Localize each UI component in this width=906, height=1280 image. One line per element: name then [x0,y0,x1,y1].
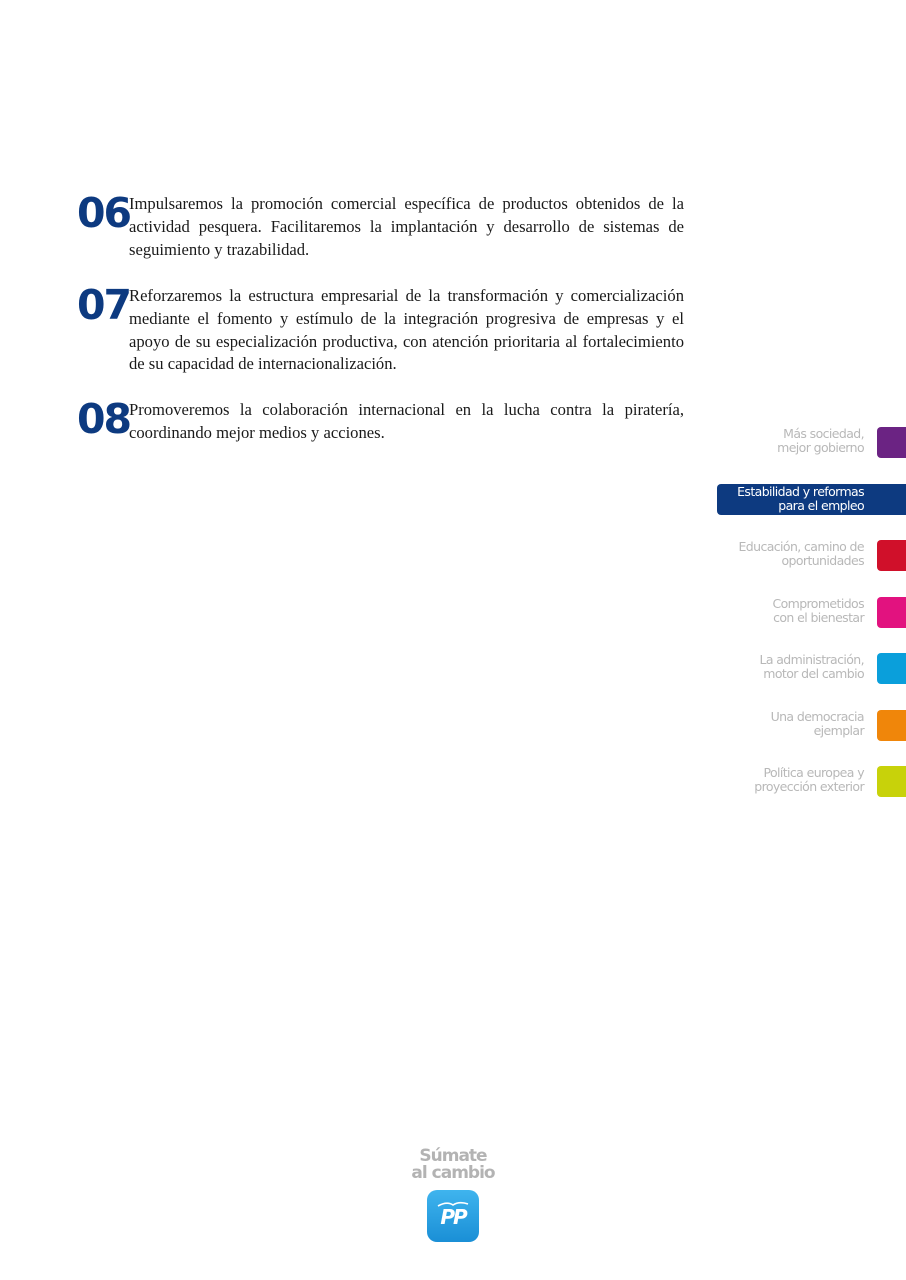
nav-item-administracion[interactable] [706,653,906,685]
nav-item-educacion[interactable] [706,540,906,572]
measure-number: 07 [77,281,131,329]
nav-item-label: Una democracia ejemplar [770,709,864,738]
nav-item-label: Comprometidos con el bienestar [772,596,864,625]
nav-item-label: Más sociedad, mejor gobierno [777,426,864,455]
color-tab-icon [877,597,906,628]
nav-item-estabilidad[interactable] [706,484,906,516]
measure-text: Impulsaremos la promoción comercial específica de productos obtenidos de la actividad pesquera. Facilitaremos la implantación y desarrollo de sistemas de seguimiento y trazabilidad. [129,194,684,259]
nav-item-label: Estabilidad y reformas para el empleo [737,484,864,513]
nav-item-label: Educación, camino de oportunidades [738,539,864,568]
footer-branding [403,1148,503,1242]
nav-item-comprometidos[interactable] [706,597,906,629]
color-tab-icon [877,766,906,797]
color-tab-icon [877,710,906,741]
pp-logo-icon [427,1190,479,1242]
measure-text: Reforzaremos la estructura empresarial de la transformación y comercialización mediante el fomento y estímulo de la integración progresiva de empresas y el apoyo de su especialización productiva, con atención prioritaria al fortalecimiento de su capacidad de internacionalización. [129,286,684,374]
nav-item-label: La administración, motor del cambio [759,652,864,681]
color-tab-icon [877,427,906,458]
logo-text: PP [440,1205,466,1229]
slogan: Súmate al cambio [411,1146,495,1183]
nav-item-democracia[interactable] [706,710,906,742]
measure-text: Promoveremos la colaboración internacional en la lucha contra la piratería, coordinando mejor medios y acciones. [129,400,684,442]
color-tab-icon [877,653,906,684]
measure-number: 06 [77,189,131,237]
measure-number: 08 [77,395,131,443]
color-tab-icon [877,540,906,571]
nav-item-politica-europea[interactable] [706,766,906,798]
nav-item-label: Política europea y proyección exterior [754,765,864,794]
nav-item-mas-sociedad[interactable] [706,427,906,459]
